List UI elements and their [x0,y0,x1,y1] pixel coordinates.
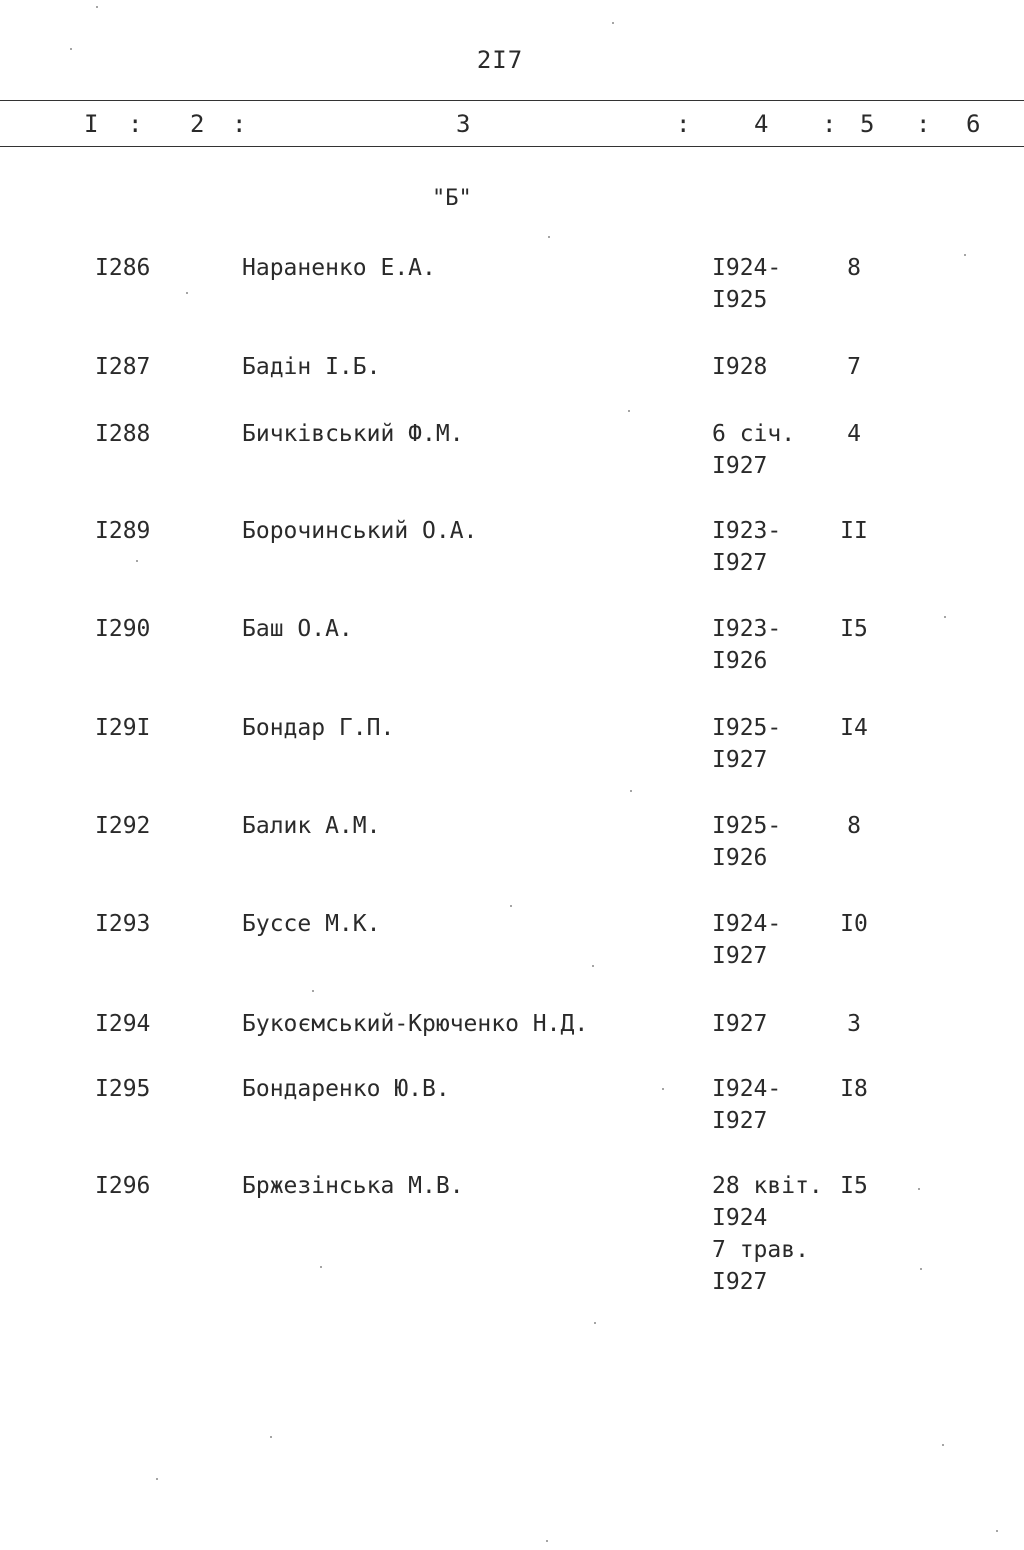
column-separator: : [916,110,931,138]
sheet-count: I4 [840,715,868,741]
person-name: Нараненко Е.А. [242,255,436,281]
column-separator: : [822,110,837,138]
date-line: 6 січ. [712,421,796,447]
column-separator: : [676,110,691,138]
person-name: Буссе М.К. [242,911,381,937]
date-line: I924 [712,1205,768,1231]
header-top-rule [0,100,1024,101]
person-name: Бичківський Ф.М. [242,421,464,447]
date-line: I924- [712,911,782,937]
sheet-count: I8 [840,1076,868,1102]
person-name: Бадін І.Б. [242,354,381,380]
column-header-4: 4 [754,110,769,138]
person-name: Бржезінська М.В. [242,1173,464,1199]
page-number: 2I7 [476,46,524,74]
row-number: I294 [95,1011,151,1037]
row-number: I296 [95,1173,151,1199]
sheet-count: 8 [847,255,861,281]
date-line: I927 [712,747,768,773]
date-line: I927 [712,550,768,576]
date-line: I927 [712,453,768,479]
date-line: I925 [712,287,768,313]
column-separator: : [232,110,247,138]
sheet-count: 4 [847,421,861,447]
row-number: I287 [95,354,151,380]
date-line: I927 [712,943,768,969]
date-line: 28 квіт. [712,1173,823,1199]
header-bottom-rule [0,146,1024,147]
date-line: I925- [712,813,782,839]
row-number: I293 [95,911,151,937]
column-header-5: 5 [860,110,875,138]
row-number: I292 [95,813,151,839]
date-line: 7 трав. [712,1237,809,1263]
sheet-count: II [840,518,868,544]
date-line: I923- [712,518,782,544]
column-header-1: I [84,110,99,138]
row-number: I289 [95,518,151,544]
date-line: I923- [712,616,782,642]
person-name: Балик А.М. [242,813,381,839]
date-line: I925- [712,715,782,741]
column-header-3: 3 [456,110,471,138]
sheet-count: 7 [847,354,861,380]
date-line: I927 [712,1108,768,1134]
column-header-2: 2 [190,110,205,138]
person-name: Бондаренко Ю.В. [242,1076,450,1102]
sheet-count: 8 [847,813,861,839]
sheet-count: I5 [840,1173,868,1199]
column-header-6: 6 [966,110,981,138]
row-number: I29I [95,715,151,741]
date-line: I926 [712,648,768,674]
section-letter: "Б" [432,186,472,211]
sheet-count: 3 [847,1011,861,1037]
date-line: I924- [712,255,782,281]
date-line: I927 [712,1269,768,1295]
date-line: I928 [712,354,768,380]
sheet-count: I5 [840,616,868,642]
person-name: Бондар Г.П. [242,715,395,741]
sheet-count: I0 [840,911,868,937]
person-name: Баш О.А. [242,616,353,642]
date-line: I924- [712,1076,782,1102]
row-number: I290 [95,616,151,642]
person-name: Борочинський О.А. [242,518,478,544]
date-line: I926 [712,845,768,871]
row-number: I288 [95,421,151,447]
column-separator: : [128,110,143,138]
date-line: I927 [712,1011,768,1037]
row-number: I295 [95,1076,151,1102]
person-name: Букоємський-Крюченко Н.Д. [242,1011,589,1037]
row-number: I286 [95,255,151,281]
